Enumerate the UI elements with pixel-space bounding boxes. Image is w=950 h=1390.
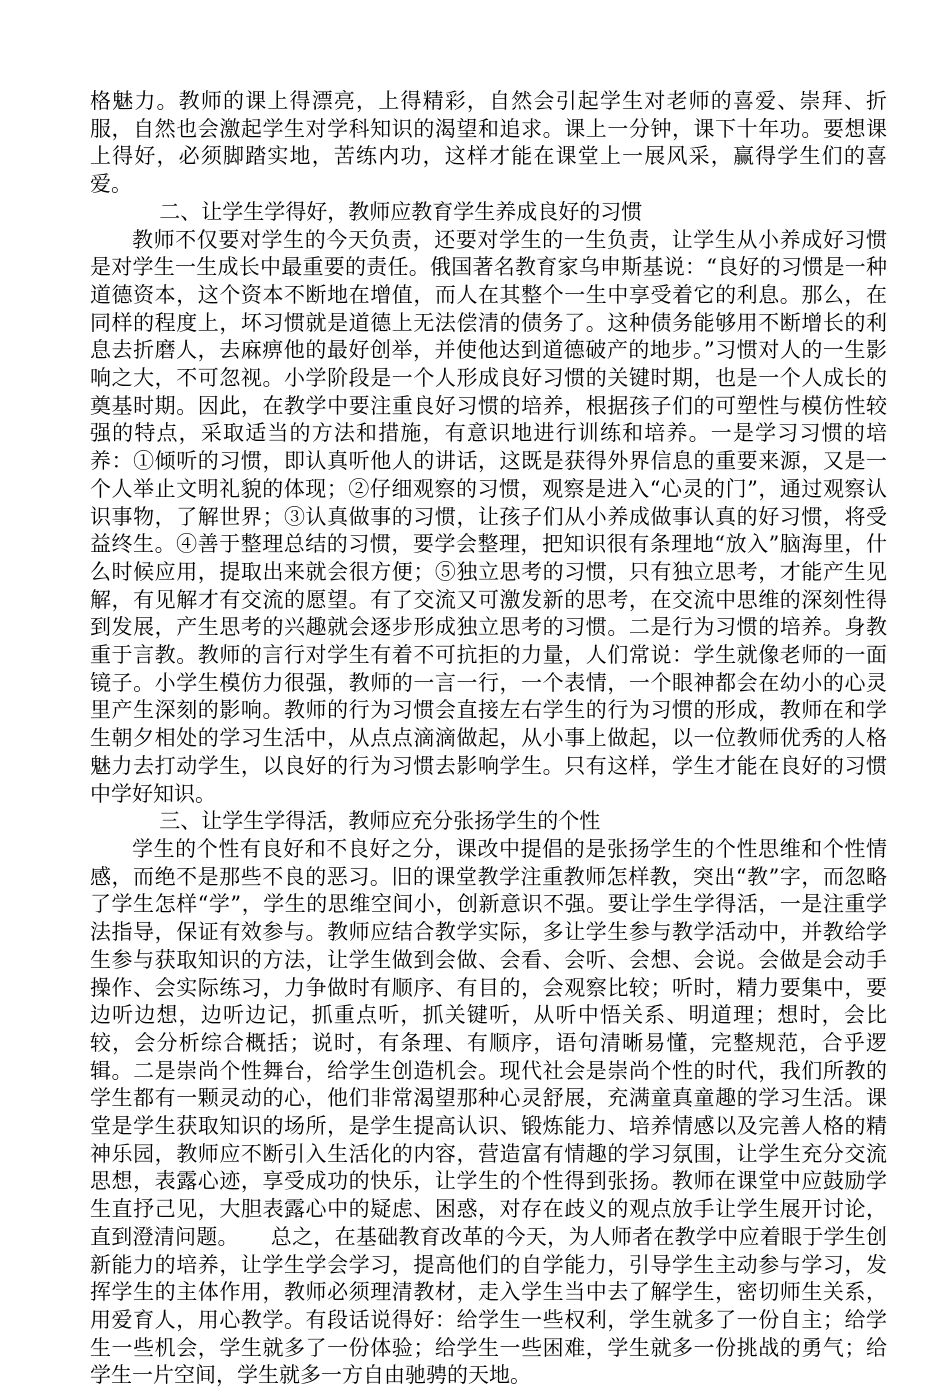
section-heading-3: 三、让学生学得活，教师应充分张扬学生的个性 — [159, 809, 601, 834]
section-heading-2: 二、让学生学得好，教师应教育学生养成良好的习惯 — [159, 199, 643, 224]
paragraph-individuality: 学生的个性有良好和不良好之分，课改中提倡的是张扬学生的个性思维和个性情感，而绝不是那些不良的恶习。旧的课堂教学注重教师怎样教，突出“教”字，而忽略了学生怎样“学”，学生的思维空间小，创新意识不强。要让学生学得活，一是注重学法指导，保证有效参与。教师应结合教学实际，多让学生参与教学活动中，并教给学生参与获取知识的方法，让学生做到会做、会看、会听、会想、会说。会做是会动手操作、会实际练习，力争做时有顺序、有目的，会观察比较；听时，精力要集中，要边听边想，边听边记，抓重点听，抓关键听，从听中悟关系、明道理；想时，会比较，会分析综合概括；说时，有条理、有顺序，语句清晰易懂，完整规范，合乎逻辑。二是崇尚个性舞台，给学生创造机会。现代社会是崇尚个性的时代，我们所教的学生都有一颗灵动的心，他们非常渴望那种心灵舒展，充满童真童趣的学习生活。课堂是学生获取知识的场所，是学生提高认识、锻炼能力、培养情感以及完善人格的精神乐园，教师应不断引入生活化的内容，营造富有情趣的学习氛围，让学生充分交流思想，表露心迹，享受成功的快乐，让学生的个性得到张扬。教师在课堂中应鼓励学生直抒己见，大胆表露心中的疑虑、困惑，对存在歧义的观点放手让学生展开讨论，直到澄清问题。 总之，在基础教育改革的今天，为人师者在教学中应着眼于学生创新能力的培养，让学生学会学习，提高他们的自学能力，引导学生主动参与学习，发挥学生的主体作用，教师必须理清教材，走入学生当中去了解学生，密切师生关系，用爱育人，用心教学。有段话说得好：给学生一些权利，学生就多了一份自主；给学生一些机会，学生就多了一份体验；给学生一些困难，学生就多一份挑战的勇气；给学生一片空间，学生就多一方自由驰骋的天地。 — [90, 836, 887, 1388]
paragraph-intro: 格魅力。教师的课上得漂亮，上得精彩，自然会引起学生对老师的喜爱、崇拜、折服，自然也会激起学生对学科知识的渴望和追求。课上一分钟，课下十年功。要想课上得好，必须脚踏实地，苦练内功，这样才能在课堂上一展风采，赢得学生们的喜爱。 — [90, 89, 887, 197]
document-page — [90, 88, 887, 1390]
paragraph-habits: 教师不仅要对学生的今天负责，还要对学生的一生负责，让学生从小养成好习惯是对学生一生成长中最重要的责任。俄国著名教育家乌申斯基说：“良好的习惯是一种道德资本，这个资本不断地在增值，而人在其整个一生中享受着它的利息。那么，在同样的程度上，坏习惯就是道德上无法偿清的债务了。这种债务能够用不断增长的利息去折磨人，去麻痹他的最好创举，并使他达到道德破产的地步。”习惯对人的一生影响之大，不可忽视。小学阶段是一个人形成良好习惯的关键时期，也是一个人成长的奠基时期。因此，在教学中要注重良好习惯的培养，根据孩子们的可塑性与模仿性较强的特点，采取适当的方法和措施，有意识地进行训练和培养。一是学习习惯的培养：①倾听的习惯，即认真听他人的讲话，这既是获得外界信息的重要来源，又是一个人举止文明礼貌的体现；②仔细观察的习惯，观察是进入“心灵的门”，通过观察认识事物，了解世界；③认真做事的习惯，让孩子们从小养成做事认真的好习惯，将受益终生。④善于整理总结的习惯，要学会整理，把知识很有条理地“放入”脑海里，什么时候应用，提取出来就会很方便；⑤独立思考的习惯，只有独立思考，才能产生见解，有见解才有交流的愿望。有了交流又可激发新的思考，在交流中思维的深刻性得到发展，产生思考的兴趣就会逐步形成独立思考的习惯。二是行为习惯的培养。身教重于言教。教师的言行对学生有着不可抗拒的力量，人们常说：学生就像老师的一面镜子。小学生模仿力很强，教师的一言一行，一个表情，一个眼神都会在幼小的心灵里产生深刻的影响。教师的行为习惯会直接左右学生的行为习惯的形成，教师在和学生朝夕相处的学习生活中，从点点滴滴做起，从小事上做起，以一位教师优秀的人格魅力去打动学生，以良好的行为习惯去影响学生。只有这样，学生才能在良好的习惯中学好知识。 — [90, 227, 887, 806]
